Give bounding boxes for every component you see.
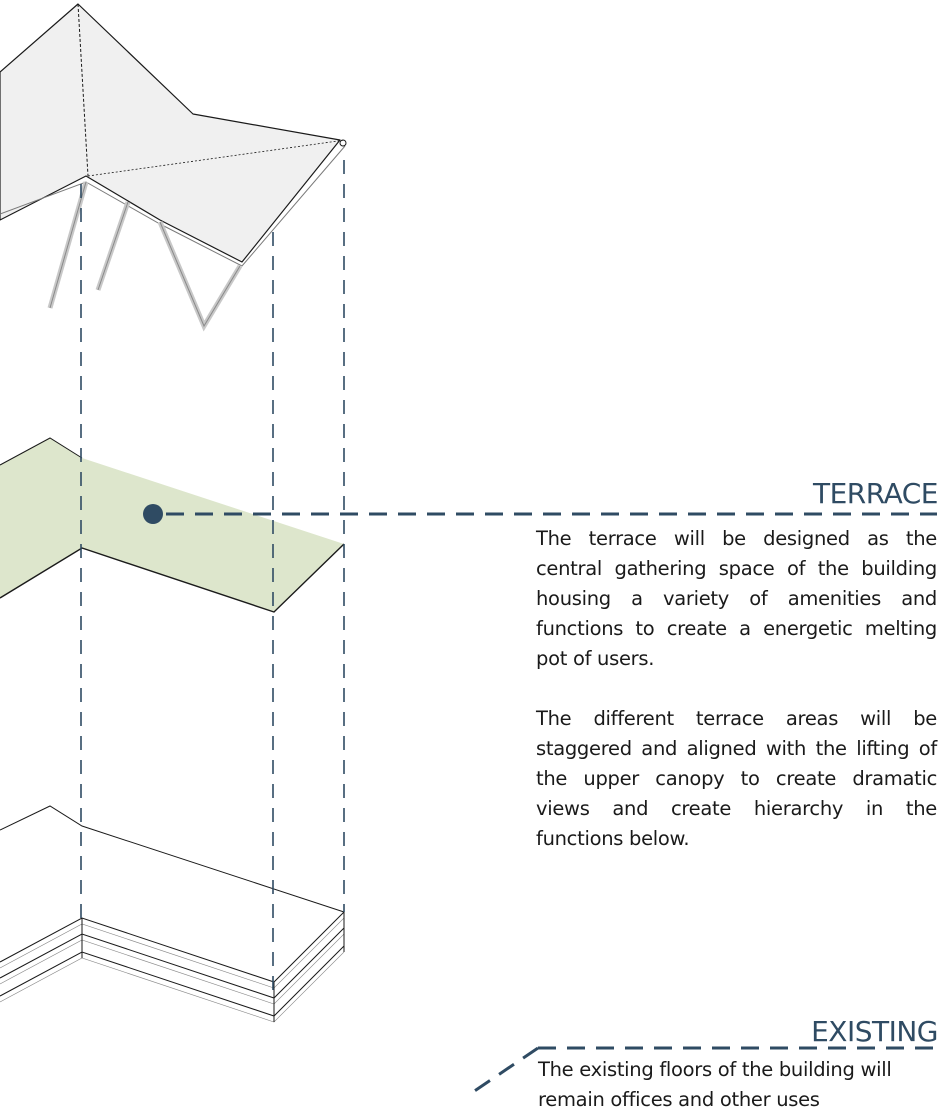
existing-description-line: The existing floors of the building will — [538, 1058, 892, 1081]
existing-floor-edge — [0, 912, 344, 982]
terrace-description-paragraph: The different terrace areas will be staggered and aligned with the lifting of the upper canopy to create dramatic views and create hierarchy in the functions below. — [536, 707, 937, 850]
terrace-marker-dot — [143, 504, 163, 524]
existing-description-line: remain offices and other uses — [538, 1088, 820, 1111]
existing-floor-edge — [0, 918, 344, 988]
existing-floors — [0, 806, 344, 1022]
existing-leader-diagonal — [470, 1048, 538, 1094]
canopy-tip — [340, 140, 346, 146]
canopy — [0, 4, 346, 266]
canopy-surface — [0, 4, 340, 262]
existing-floor-edge — [0, 934, 344, 1004]
terrace-surface — [0, 438, 344, 612]
existing-heading: EXISTING — [811, 1015, 938, 1048]
terrace-heading: TERRACE — [813, 477, 938, 510]
existing-floor-edge — [0, 952, 344, 1022]
terrace-description-paragraph: The terrace will be designed as the central gathering space of the building housing a variety of amenities and functions to create a energetic melting pot of users. — [536, 527, 937, 670]
existing-top-outline — [0, 806, 344, 912]
terrace-slab — [0, 438, 344, 612]
